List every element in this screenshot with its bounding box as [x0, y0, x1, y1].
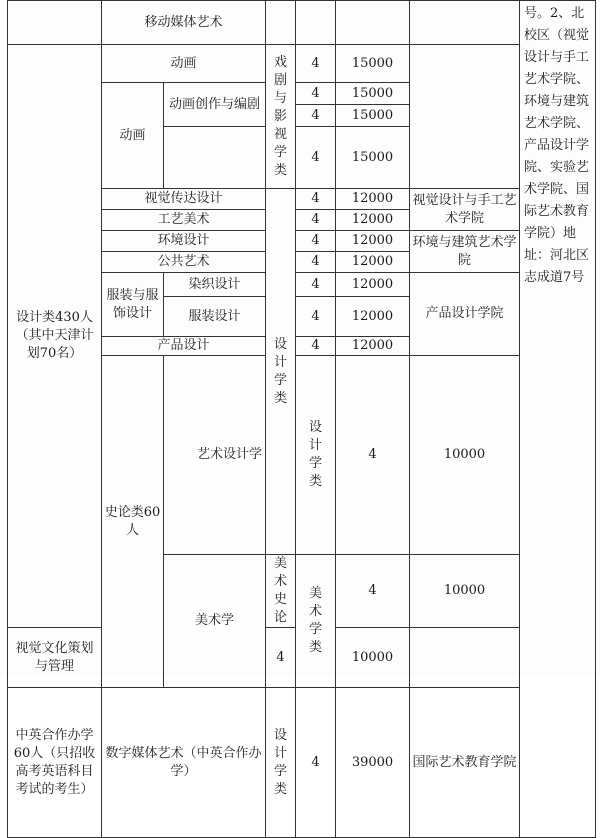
major-crafts: 工艺美术: [102, 210, 266, 231]
fee-cell: 15000: [336, 127, 410, 189]
years-cell: 4: [296, 105, 336, 127]
college-visual-design: 视觉设计与手工艺术学院: [410, 189, 520, 231]
fee-cell: 10000: [336, 628, 410, 688]
empty-cell: [410, 1, 520, 45]
fee-cell: 12000: [336, 210, 410, 231]
major-fashion-design: 服装设计: [164, 297, 266, 337]
years-cell: 4: [296, 688, 336, 838]
major-animation-writing: 动画创作与编剧: [164, 83, 266, 127]
empty-cell: [164, 127, 266, 189]
years-cell: 4: [336, 555, 410, 628]
fee-cell: 12000: [336, 337, 410, 356]
fee-cell: 12000: [336, 273, 410, 297]
fashion-group-label: 服装与服饰设计: [102, 273, 164, 337]
fee-cell: 15000: [336, 45, 410, 83]
college-cell-empty: [410, 45, 520, 189]
years-cell: 4: [296, 273, 336, 297]
major-textile-design: 染织设计: [164, 273, 266, 297]
empty-cell: [336, 1, 410, 45]
major-animation: 动画: [102, 45, 266, 83]
major-mobile-media: 移动媒体艺术: [102, 1, 266, 45]
years-cell: 4: [296, 45, 336, 83]
major-art-history-theory: 美术史论: [266, 555, 296, 628]
major-visual-culture-planning: 视觉文化策划与管理: [8, 628, 102, 688]
major-digital-media-art: 数字媒体艺术（中英合作办学）: [102, 688, 266, 838]
campus-address-note: 号。2、北校区（视觉设计与手工艺术学院、环境与建筑艺术学院、产品设计学院、实验艺术学院、国际艺术教育学院）地址：河北区志成道7号: [520, 1, 596, 838]
major-environment-design: 环境设计: [102, 231, 266, 252]
major-visual-communication: 视觉传达设计: [102, 189, 266, 210]
fee-cell: 10000: [410, 356, 520, 555]
years-cell: 4: [266, 628, 296, 688]
fine-arts-group-label: 美术学: [164, 555, 266, 688]
fee-cell: 39000: [336, 688, 410, 838]
fee-cell: 10000: [410, 555, 520, 628]
fee-cell: 15000: [336, 83, 410, 105]
years-cell: 4: [296, 337, 336, 356]
years-cell: 4: [296, 297, 336, 337]
design-category-label: 设计类430人（其中天津计划70名）: [8, 45, 102, 628]
design-category-vertical: 设 计 学 类: [266, 688, 296, 838]
college-product-design: 产品设计学院: [410, 273, 520, 356]
years-cell: 4: [296, 189, 336, 210]
years-cell: 4: [296, 210, 336, 231]
major-product-design: 产品设计: [102, 337, 266, 356]
fee-cell: 12000: [336, 297, 410, 337]
fee-cell: 15000: [336, 105, 410, 127]
joint-program-label: 中英合作办学 60人（只招收高考英语科目考试的考生）: [8, 688, 102, 838]
fee-cell: 12000: [336, 231, 410, 252]
fee-cell: 12000: [336, 252, 410, 273]
fine-arts-category-vertical: 美 术 学 类: [296, 555, 336, 688]
college-environment: 环境与建筑艺术学院: [410, 231, 520, 273]
years-cell: 4: [296, 231, 336, 252]
fee-cell: 12000: [336, 189, 410, 210]
design-category-vertical: 设 计 学 类: [296, 356, 336, 555]
animation-group-label: 动画: [102, 83, 164, 189]
years-cell: 4: [296, 83, 336, 105]
empty-cell: [296, 1, 336, 45]
drama-film-category: 戏 剧 与 影 视 学 类: [266, 45, 296, 189]
college-international: 国际艺术教育学院: [410, 688, 520, 838]
major-art-design-studies: 艺术设计学: [164, 356, 296, 555]
years-cell: 4: [336, 356, 410, 555]
years-cell: 4: [296, 252, 336, 273]
design-category-vertical: 设 计 学 类: [266, 189, 296, 555]
history-category-label: 史论类60人: [102, 356, 164, 688]
empty-cell: [266, 1, 296, 45]
years-cell: 4: [296, 127, 336, 189]
empty-cell: [8, 1, 102, 45]
major-public-art: 公共艺术: [102, 252, 266, 273]
enrollment-plan-table: [7, 0, 596, 838]
